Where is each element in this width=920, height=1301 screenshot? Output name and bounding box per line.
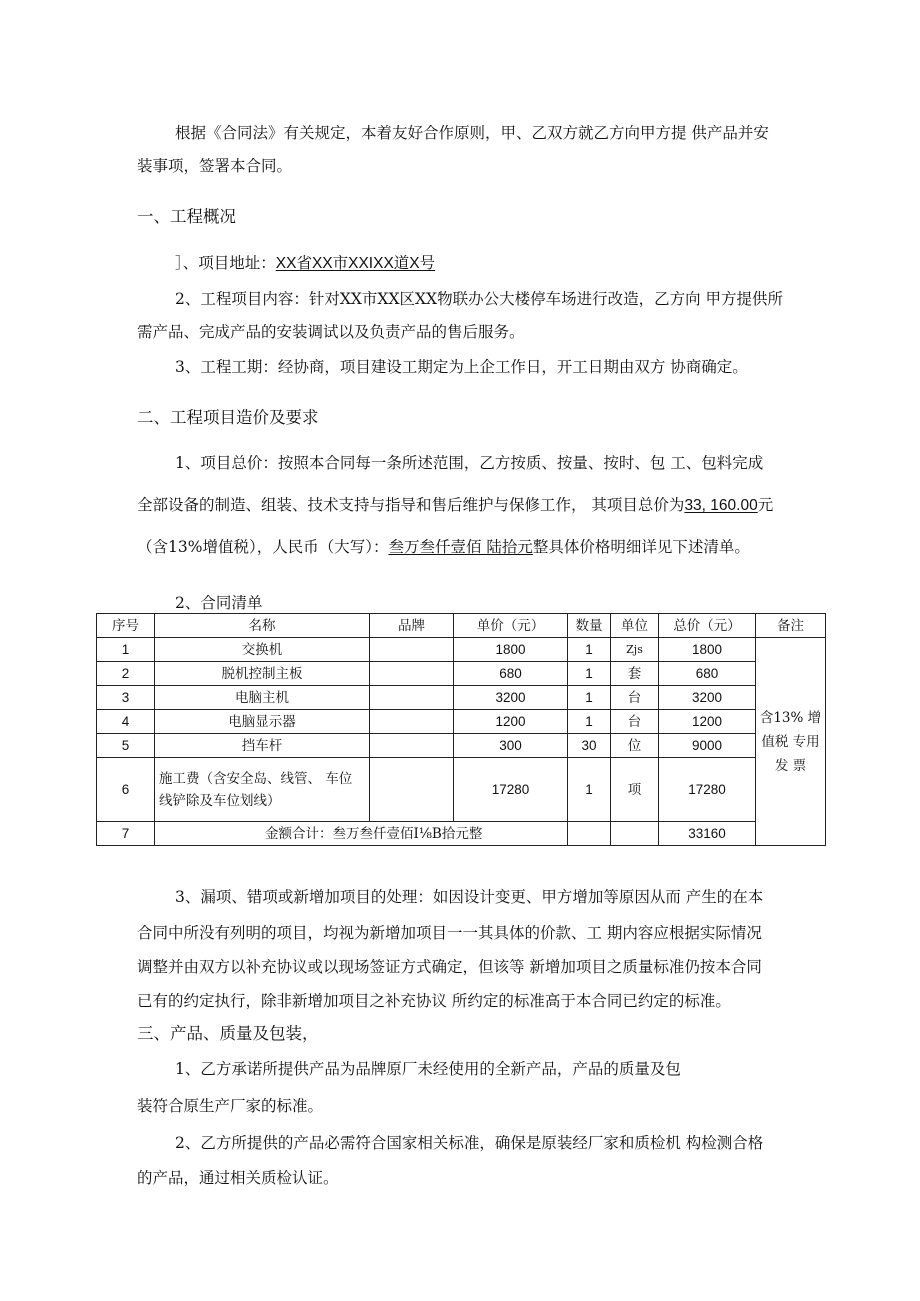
section-2-heading: 二、工程项目造价及要求 xyxy=(137,408,319,427)
cell-total: 680 xyxy=(659,662,756,686)
cell-name: 电脑主机 xyxy=(155,686,370,710)
cell-unit: Zjs xyxy=(611,638,659,662)
cell-name: 交换机 xyxy=(155,638,370,662)
cell-price: 1200 xyxy=(454,710,568,734)
table-sum-row xyxy=(97,822,826,846)
header-unit: 单位 xyxy=(611,614,659,638)
sum-label: 金额合计：叁万叁仟壹佰I⅛B拾元整 xyxy=(155,822,568,846)
cell-total: 17280 xyxy=(659,758,756,822)
section-3-heading: 三、产品、质量及包装， xyxy=(137,1024,319,1043)
cell-no: 2 xyxy=(97,662,155,686)
cell-name: 脱机控制主板 xyxy=(155,662,370,686)
cell-no: 6 xyxy=(97,758,155,822)
cell-total: 1200 xyxy=(659,710,756,734)
cell-total: 9000 xyxy=(659,734,756,758)
intro-line-2: 装事项，签署本合同。 xyxy=(137,157,293,175)
cell-qty: 1 xyxy=(568,686,611,710)
total-price-line-3-text: （含13%增值税），人民币（大写）： xyxy=(137,538,389,556)
project-content-line-1: 2、工程项目内容：针对XX市XX区XX物联办公大楼停车场进行改造，乙方向 甲方提供所 xyxy=(175,290,783,308)
table-row xyxy=(97,710,826,734)
cell-unit: 台 xyxy=(611,710,659,734)
quality-clause-2-line-2: 的产品，通过相关质检认证。 xyxy=(137,1169,339,1187)
cell-price: 3200 xyxy=(454,686,568,710)
table-row xyxy=(97,734,826,758)
omission-clause-line-4: 已有的约定执行，除非新增加项目之补充协议 所约定的标准高于本合同已约定的标准。 xyxy=(137,992,731,1010)
total-price-line-2 xyxy=(137,495,773,516)
header-no: 序号 xyxy=(97,614,155,638)
cell-qty: 1 xyxy=(568,638,611,662)
table-header-row xyxy=(97,614,826,638)
total-price-line-3 xyxy=(137,537,750,557)
cell-qty: 30 xyxy=(568,734,611,758)
cell-no: 5 xyxy=(97,734,155,758)
cell-name: 挡车杆 xyxy=(155,734,370,758)
header-unit-price: 单价（元） xyxy=(454,614,568,638)
cell-unit: 位 xyxy=(611,734,659,758)
project-duration: 3、工程工期：经协商，项目建设工期定为上企工作日，开工日期由双方 协商确定。 xyxy=(175,358,748,376)
header-remark: 备注 xyxy=(756,614,826,638)
table-row xyxy=(97,758,826,822)
header-qty: 数量 xyxy=(568,614,611,638)
contract-list-table xyxy=(96,613,826,846)
project-address-label: ］、项目地址： xyxy=(175,254,276,272)
cell-name: 施工费（含安全岛、线管、 车位线铲除及车位划线） xyxy=(155,758,370,822)
cell-no: 3 xyxy=(97,686,155,710)
cell-brand xyxy=(370,734,454,758)
cell-brand xyxy=(370,686,454,710)
cell-remark: 含13% 增值税 专用发 票 xyxy=(756,638,826,846)
total-price-amount: 33, 160.00 xyxy=(684,497,758,514)
section-1-heading: 一、工程概况 xyxy=(137,207,236,226)
sum-total: 33160 xyxy=(659,822,756,846)
intro-line-1: 根据《合同法》有关规定，本着友好合作原则，甲、乙双方就乙方向甲方提 供产品并安 xyxy=(175,124,769,142)
cell-price: 17280 xyxy=(454,758,568,822)
cell-unit: 台 xyxy=(611,686,659,710)
header-total: 总价（元） xyxy=(659,614,756,638)
quality-clause-1-line-2: 装符合原生产厂家的标准。 xyxy=(137,1097,324,1115)
table-row xyxy=(97,686,826,710)
cell-brand xyxy=(370,662,454,686)
cell-brand xyxy=(370,758,454,822)
cell-no: 4 xyxy=(97,710,155,734)
cell-brand xyxy=(370,710,454,734)
cell-qty: 1 xyxy=(568,662,611,686)
header-brand: 品牌 xyxy=(370,614,454,638)
total-price-unit: 元 xyxy=(757,496,774,514)
total-price-line-1: 1、项目总价：按照本合同每一条所述范围，乙方按质、按量、按时、包 工、包料完成 xyxy=(175,454,764,472)
table-row xyxy=(97,638,826,662)
cell-unit: 套 xyxy=(611,662,659,686)
header-name: 名称 xyxy=(155,614,370,638)
cell-qty-empty xyxy=(568,822,611,846)
omission-clause-line-1: 3、漏项、错项或新增加项目的处理：如因设计变更、甲方增加等原因从而 产生的在本 xyxy=(175,888,764,906)
contract-list-title: 2、合同清单 xyxy=(175,594,263,612)
table-row xyxy=(97,662,826,686)
total-price-line-3-tail: 整具体价格明细详见下述清单。 xyxy=(532,538,750,556)
total-price-amount-chinese: 叁万叁仟壹佰 陆拾元 xyxy=(388,538,533,556)
quality-clause-2-line-1: 2、乙方所提供的产品必需符合国家相关标准，确保是原装经厂家和质检机 构检测合格 xyxy=(175,1134,764,1152)
cell-name: 电脑显示器 xyxy=(155,710,370,734)
omission-clause-line-3: 调整并由双方以补充协议或以现场签证方式确定，但该等 新增加项目之质量标准仍按本合同 xyxy=(137,958,762,976)
cell-price: 300 xyxy=(454,734,568,758)
quality-clause-1-line-1: 1、乙方承诺所提供产品为品牌原厂未经使用的全新产品，产品的质量及包 xyxy=(175,1060,681,1078)
cell-qty: 1 xyxy=(568,758,611,822)
cell-unit-empty xyxy=(611,822,659,846)
cell-price: 1800 xyxy=(454,638,568,662)
cell-total: 1800 xyxy=(659,638,756,662)
omission-clause-line-2: 合同中所没有列明的项目，均视为新增加项目一一其具体的价款、工 期内容应根据实际情况 xyxy=(137,924,762,942)
cell-price: 680 xyxy=(454,662,568,686)
cell-unit: 项 xyxy=(611,758,659,822)
cell-no: 7 xyxy=(97,822,155,846)
project-address xyxy=(175,253,435,274)
cell-qty: 1 xyxy=(568,710,611,734)
project-address-value: XX省XX市XXIXX道X号 xyxy=(275,255,436,272)
cell-brand xyxy=(370,638,454,662)
cell-no: 1 xyxy=(97,638,155,662)
project-content-line-2: 需产品、完成产品的安装调试以及负责产品的售后服务。 xyxy=(137,323,525,341)
cell-total: 3200 xyxy=(659,686,756,710)
total-price-line-2-text: 全部设备的制造、组装、技术支持与指导和售后维护与保修工作， 其项目总价为 xyxy=(137,496,685,514)
